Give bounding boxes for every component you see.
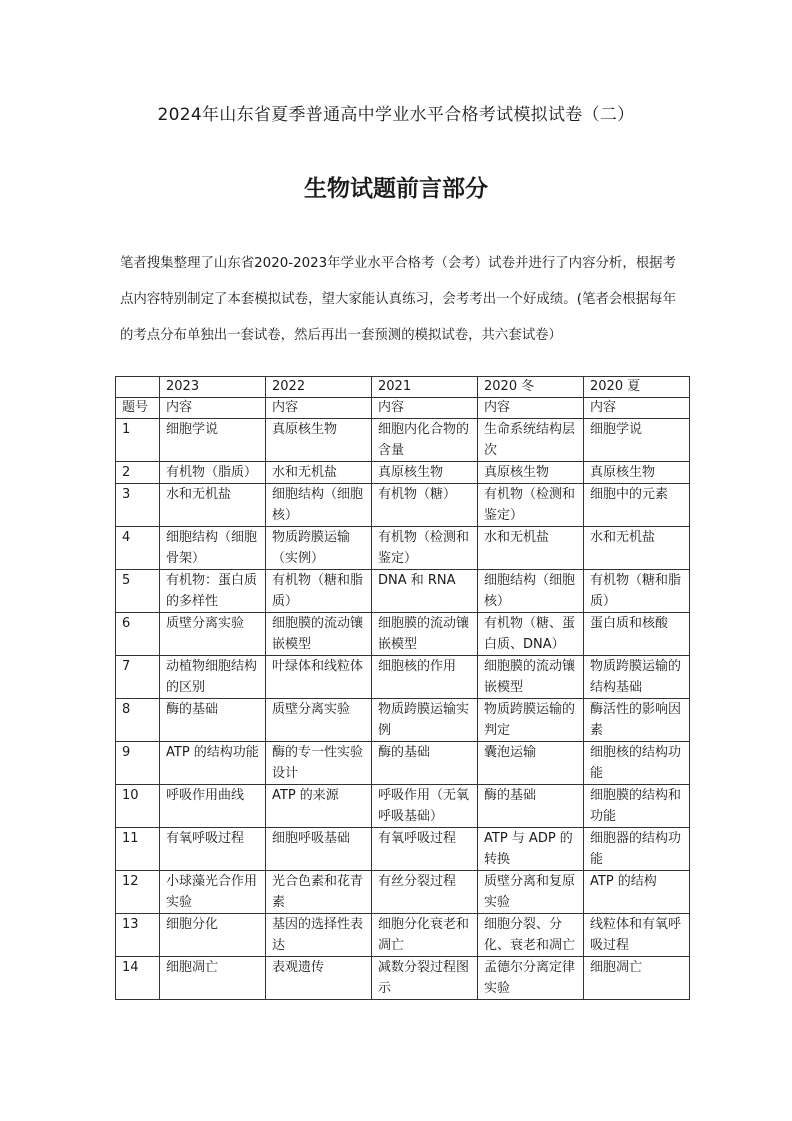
topic-cell: 细胞呼吸基础 [266, 828, 372, 871]
table-row [116, 419, 690, 462]
topic-cell: 水和无机盐 [266, 462, 372, 484]
topic-cell: 物质跨膜运输的结构基础 [584, 656, 690, 699]
topic-cell: 有机物（糖） [372, 484, 478, 527]
topic-cell: 酶活性的影响因素 [584, 699, 690, 742]
table-row [116, 828, 690, 871]
question-number-header: 题号 [116, 398, 160, 419]
column-header-row [116, 398, 690, 419]
intro-text: 笔者搜集整理了山东省2020-2023年学业水平合格考（会考）试卷并进行了内容分析，根据考点内容特别制定了本套模拟试卷，望大家能认真练习，会考考出一个好成绩。(笔者会根据每年的考点分布单独出一套试卷，然后再出一套预测的模拟试卷，共六套试卷） [120, 256, 676, 343]
content-header-cell: 内容 [584, 398, 690, 419]
topic-cell: 呼吸作用（无氧呼吸基础） [372, 785, 478, 828]
question-number-cell: 5 [116, 570, 160, 613]
topic-cell: 基因的选择性表达 [266, 914, 372, 957]
table-row [116, 613, 690, 656]
topic-cell: 有机物：蛋白质的多样性 [160, 570, 266, 613]
question-number-cell: 9 [116, 742, 160, 785]
topic-cell: 减数分裂过程图示 [372, 957, 478, 1000]
topic-cell: 蛋白质和核酸 [584, 613, 690, 656]
topic-cell: 细胞核的作用 [372, 656, 478, 699]
topic-cell: 有机物（脂质） [160, 462, 266, 484]
topic-cell: 细胞膜的流动镶嵌模型 [266, 613, 372, 656]
topic-cell: 真原核生物 [372, 462, 478, 484]
topic-cell: 表观遗传 [266, 957, 372, 1000]
topic-cell: DNA 和 RNA [372, 570, 478, 613]
topic-cell: 生命系统结构层次 [478, 419, 584, 462]
question-number-cell: 13 [116, 914, 160, 957]
topic-cell: 细胞学说 [160, 419, 266, 462]
table-row [116, 871, 690, 914]
table-row [116, 914, 690, 957]
topic-cell: 细胞膜的结构和功能 [584, 785, 690, 828]
content-header-cell: 内容 [372, 398, 478, 419]
question-number-cell: 2 [116, 462, 160, 484]
topic-cell: 有氧呼吸过程 [372, 828, 478, 871]
page-title: 2024年山东省夏季普通高中学业水平合格考试模拟试卷（二） [157, 105, 635, 125]
topic-cell: 物质跨膜运输（实例） [266, 527, 372, 570]
question-number-cell: 1 [116, 419, 160, 462]
topic-cell: 细胞结构（细胞骨架） [160, 527, 266, 570]
topic-cell: 叶绿体和线粒体 [266, 656, 372, 699]
year-header-cell: 2020 冬 [478, 377, 584, 398]
table-row [116, 742, 690, 785]
topic-cell: 酶的基础 [478, 785, 584, 828]
table-row [116, 462, 690, 484]
topic-cell: 细胞结构（细胞核） [478, 570, 584, 613]
question-number-cell: 6 [116, 613, 160, 656]
question-number-cell: 11 [116, 828, 160, 871]
topic-cell: 有机物（糖和脂质） [584, 570, 690, 613]
topic-cell: 物质跨膜运输的判定 [478, 699, 584, 742]
topic-cell: 细胞中的元素 [584, 484, 690, 527]
topic-cell: 水和无机盐 [584, 527, 690, 570]
topic-cell: 小球藻光合作用实验 [160, 871, 266, 914]
intro-paragraph [120, 246, 676, 354]
topic-cell: 有机物（检测和鉴定） [372, 527, 478, 570]
topic-cell: 水和无机盐 [160, 484, 266, 527]
topic-cell: 有氧呼吸过程 [160, 828, 266, 871]
topic-cell: 真原核生物 [584, 462, 690, 484]
question-number-cell: 3 [116, 484, 160, 527]
question-number-cell: 14 [116, 957, 160, 1000]
header-cell-empty [116, 377, 160, 398]
question-number-cell: 10 [116, 785, 160, 828]
table-row [116, 570, 690, 613]
topic-cell: ATP 的来源 [266, 785, 372, 828]
topic-cell: 细胞器的结构功能 [584, 828, 690, 871]
topic-cell: 真原核生物 [478, 462, 584, 484]
topic-cell: 呼吸作用曲线 [160, 785, 266, 828]
topic-cell: 水和无机盐 [478, 527, 584, 570]
year-header-cell: 2021 [372, 377, 478, 398]
topic-cell: ATP 与 ADP 的转换 [478, 828, 584, 871]
topic-cell: 酶的专一性实验设计 [266, 742, 372, 785]
topic-cell: 有丝分裂过程 [372, 871, 478, 914]
topic-cell: 孟德尔分离定律实验 [478, 957, 584, 1000]
topic-cell: 线粒体和有氧呼吸过程 [584, 914, 690, 957]
topic-cell: 有机物（糖、蛋白质、DNA） [478, 613, 584, 656]
topic-cell: 物质跨膜运输实例 [372, 699, 478, 742]
exam-topic-table [115, 376, 690, 1000]
year-header-row [116, 377, 690, 398]
topic-cell: 细胞学说 [584, 419, 690, 462]
table-row [116, 699, 690, 742]
topic-cell: 细胞凋亡 [160, 957, 266, 1000]
page-subtitle: 生物试题前言部分 [304, 176, 488, 202]
topic-cell: 细胞膜的流动镶嵌模型 [478, 656, 584, 699]
content-header-cell: 内容 [266, 398, 372, 419]
question-number-cell: 12 [116, 871, 160, 914]
topic-cell: 细胞核的结构功能 [584, 742, 690, 785]
topic-cell: 酶的基础 [372, 742, 478, 785]
question-number-cell: 4 [116, 527, 160, 570]
topic-cell: ATP 的结构 [584, 871, 690, 914]
topic-cell: 细胞膜的流动镶嵌模型 [372, 613, 478, 656]
topic-cell: 酶的基础 [160, 699, 266, 742]
topic-cell: 有机物（检测和鉴定） [478, 484, 584, 527]
topic-cell: 动植物细胞结构的区别 [160, 656, 266, 699]
topic-cell: 真原核生物 [266, 419, 372, 462]
table-row [116, 785, 690, 828]
topic-cell: 细胞分裂、分化、衰老和凋亡 [478, 914, 584, 957]
topic-cell: 质壁分离实验 [266, 699, 372, 742]
table-row [116, 484, 690, 527]
question-number-cell: 7 [116, 656, 160, 699]
topic-cell: 光合色素和花青素 [266, 871, 372, 914]
topic-cell: 囊泡运输 [478, 742, 584, 785]
topic-cell: 细胞分化衰老和凋亡 [372, 914, 478, 957]
table-row [116, 957, 690, 1000]
content-header-cell: 内容 [478, 398, 584, 419]
topic-cell: 有机物（糖和脂质） [266, 570, 372, 613]
topic-cell: 质壁分离实验 [160, 613, 266, 656]
topic-cell: ATP 的结构功能 [160, 742, 266, 785]
year-header-cell: 2020 夏 [584, 377, 690, 398]
question-number-cell: 8 [116, 699, 160, 742]
topic-cell: 细胞内化合物的含量 [372, 419, 478, 462]
topic-cell: 细胞凋亡 [584, 957, 690, 1000]
year-header-cell: 2023 [160, 377, 266, 398]
content-header-cell: 内容 [160, 398, 266, 419]
year-header-cell: 2022 [266, 377, 372, 398]
topic-cell: 细胞结构（细胞核） [266, 484, 372, 527]
topic-cell: 质壁分离和复原实验 [478, 871, 584, 914]
table-row [116, 527, 690, 570]
topic-cell: 细胞分化 [160, 914, 266, 957]
table-row [116, 656, 690, 699]
table-body [116, 419, 690, 1000]
